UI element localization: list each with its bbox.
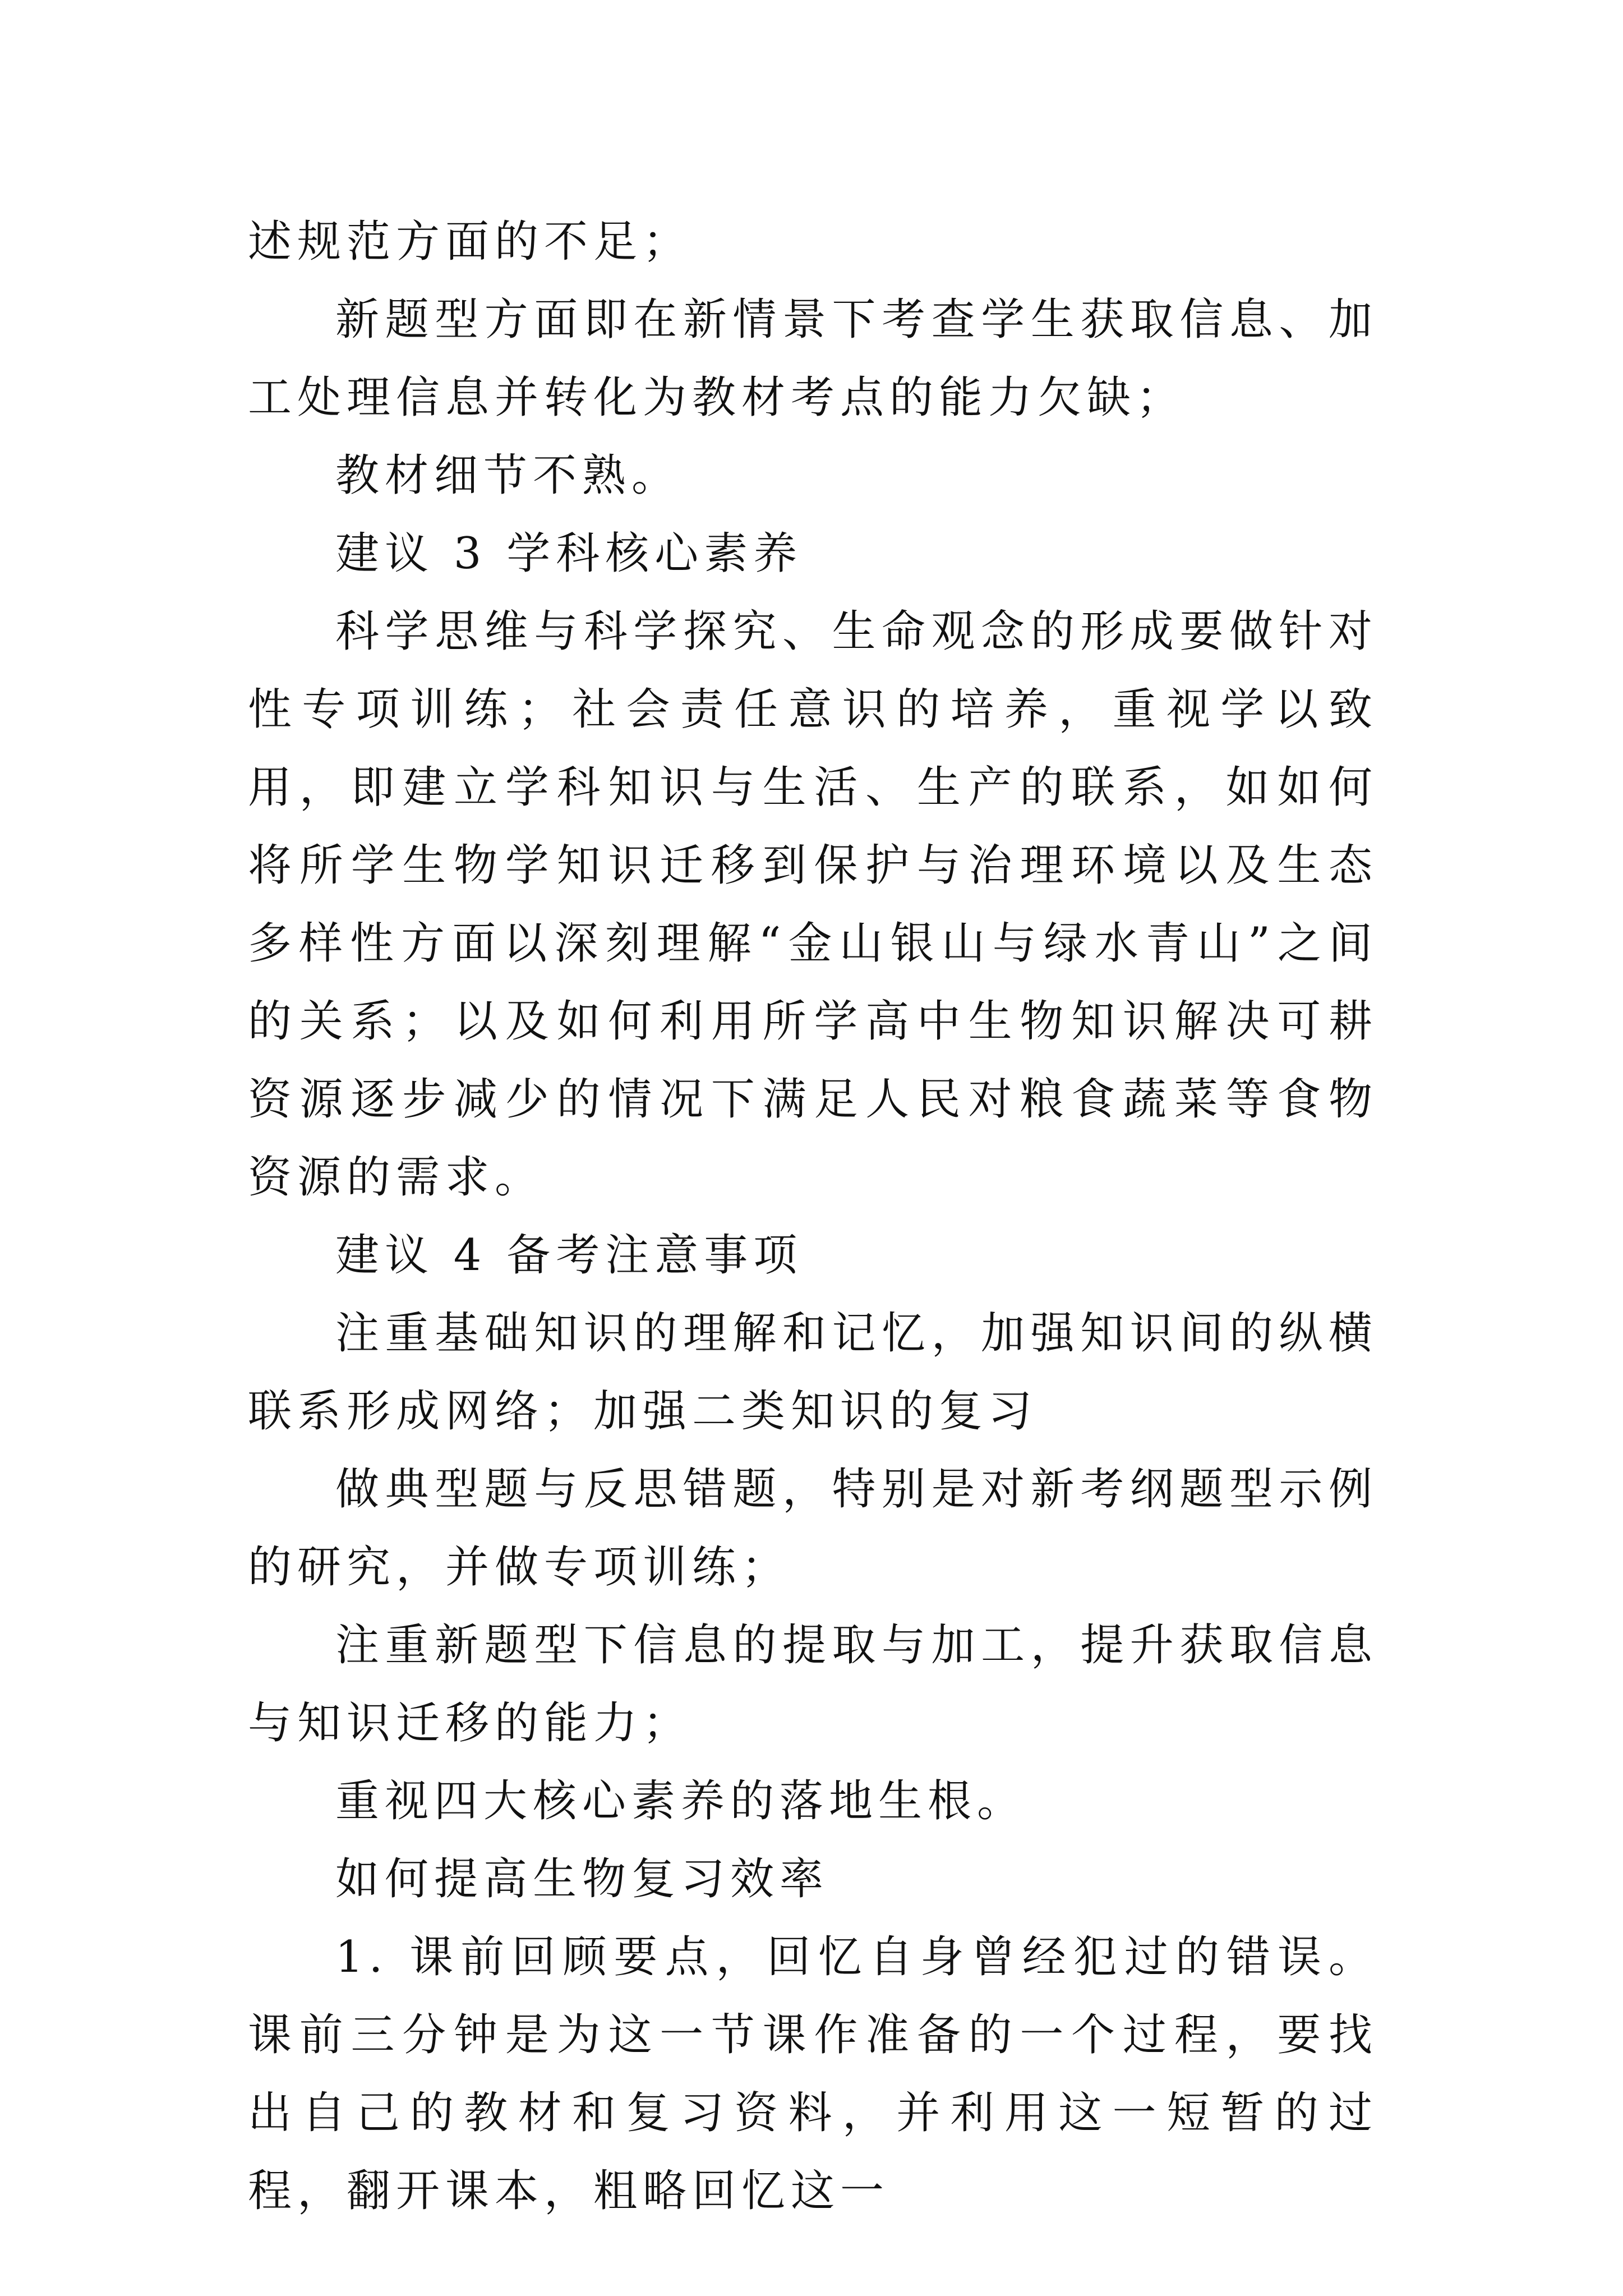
paragraph-new-question-type: 新题型方面即在新情景下考查学生获取信息、加工处理信息并转化为教材考点的能力欠缺；	[248, 295, 1378, 423]
heading-suggestion-4: 建议 4 备考注意事项	[335, 1230, 803, 1281]
heading-review-efficiency: 如何提高生物复习效率	[335, 1854, 829, 1904]
paragraph-textbook-details: 教材细节不熟。	[335, 450, 681, 501]
paragraph-information-extraction: 注重新题型下信息的提取与加工，提升获取信息与知识迁移的能力；	[248, 1620, 1378, 1749]
paragraph-continuation: 述规范方面的不足；	[248, 217, 693, 267]
heading-suggestion-3: 建议 3 学科核心素养	[335, 528, 803, 579]
document-body	[248, 203, 1378, 2230]
paragraph-four-literacies: 重视四大核心素养的落地生根。	[335, 1776, 1027, 1826]
paragraph-basic-knowledge: 注重基础知识的理解和记忆，加强知识间的纵横联系形成网络；加强二类知识的复习	[248, 1308, 1378, 1437]
paragraph-core-literacy: 科学思维与科学探究、生命观念的形成要做针对性专项训练；社会责任意识的培养，重视学以致用，即建立学科知识与生活、生产的联系，如如何将所学生物学知识迁移到保护与治理环境以及生态多样性方面以深刻理解“金山银山与绿水青山”之间的关系；以及如何利用所学高中生物知识解决可耕资源逐步减少的情况下满足人民对粮食蔬菜等食物资源的需求。	[248, 606, 1378, 1203]
paragraph-pre-class-review: 1. 课前回顾要点，回忆自身曾经犯过的错误。课前三分钟是为这一节课作准备的一个过程，要找出自己的教材和复习资料，并利用这一短暂的过程，翻开课本，粗略回忆这一	[248, 1932, 1378, 2216]
paragraph-typical-questions: 做典型题与反思错题，特别是对新考纲题型示例的研究，并做专项训练；	[248, 1464, 1378, 1593]
